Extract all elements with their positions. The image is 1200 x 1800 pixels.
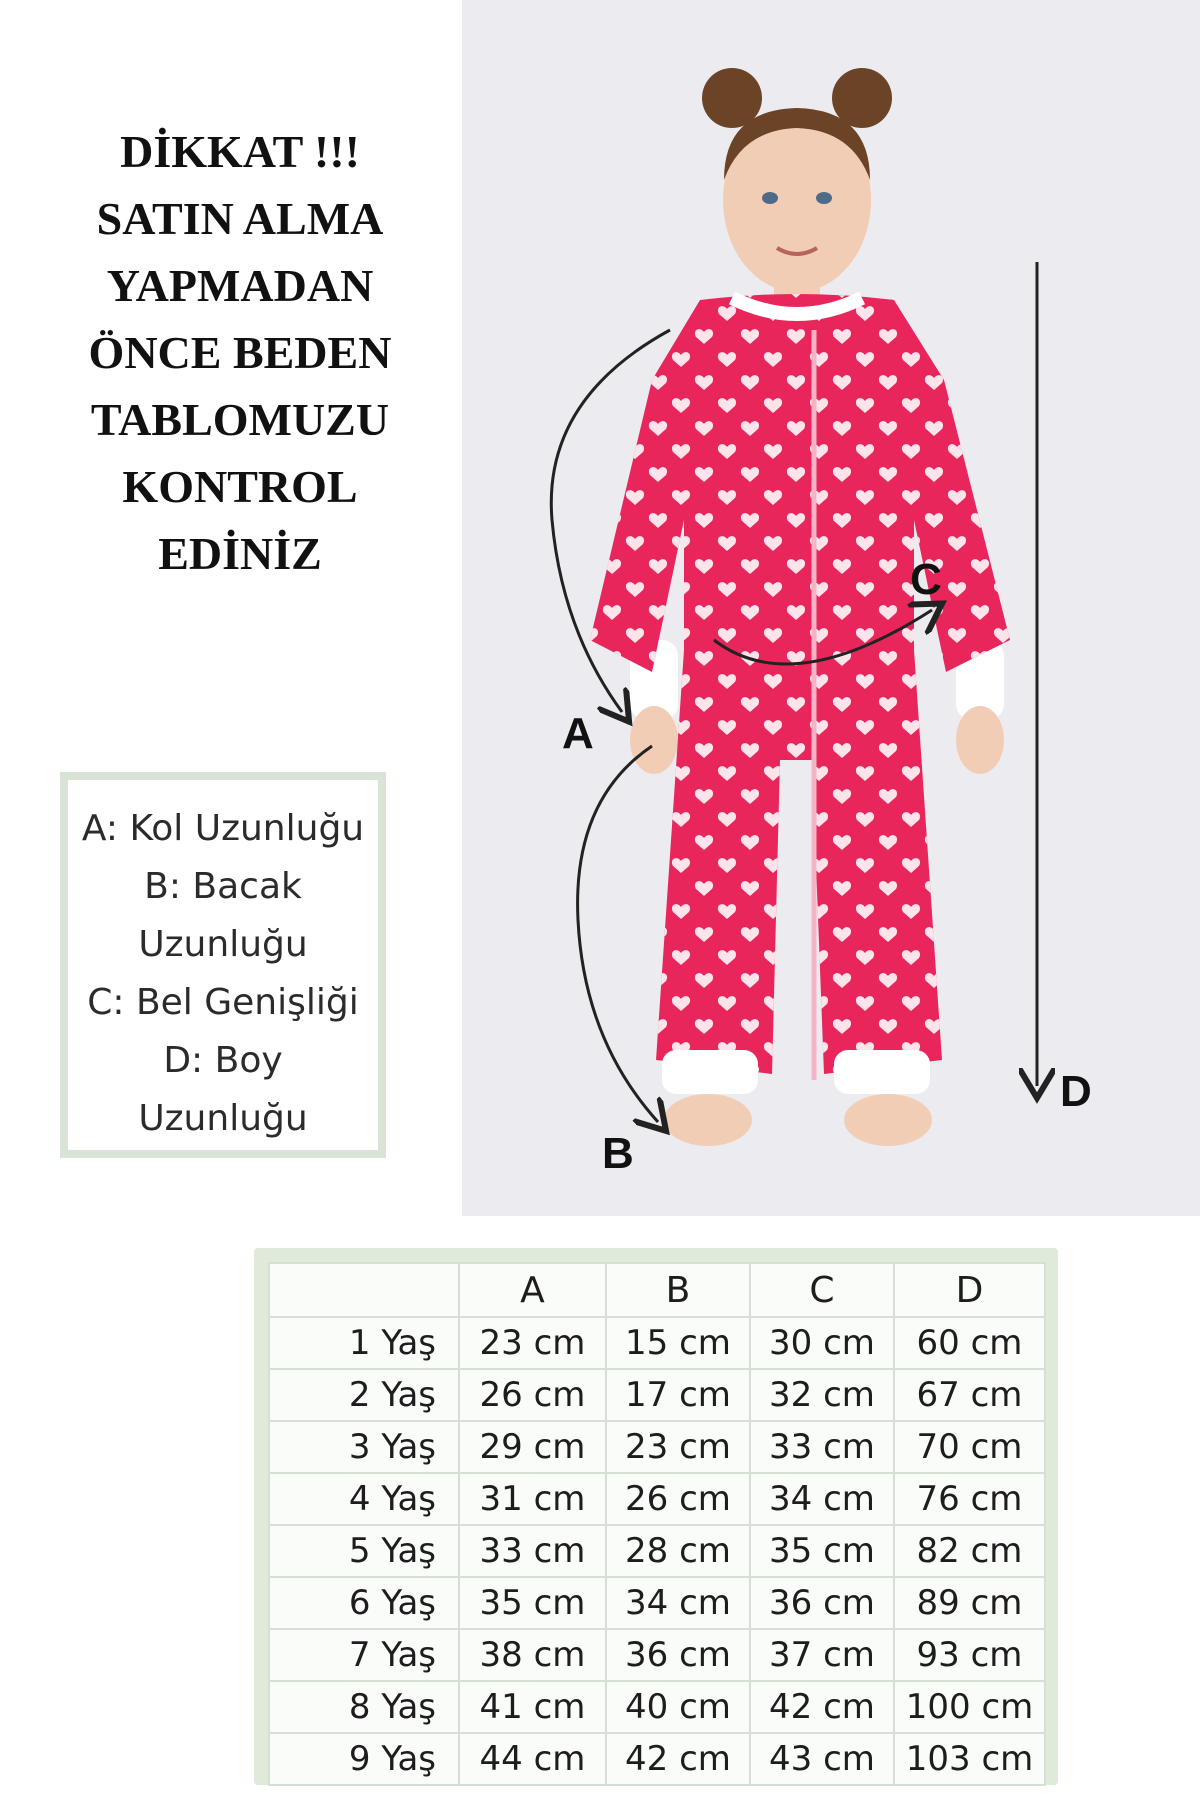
age-cell: 6 Yaş xyxy=(269,1577,459,1629)
table-row xyxy=(269,1733,1045,1785)
warning-line: EDİNİZ xyxy=(158,528,322,579)
measurement-cell: 26 cm xyxy=(606,1473,750,1525)
age-cell: 3 Yaş xyxy=(269,1421,459,1473)
legend-entry: Uzunluğu xyxy=(138,1098,308,1139)
marker-d: D xyxy=(1060,1067,1092,1116)
measurement-cell: 70 cm xyxy=(894,1421,1045,1473)
measurement-legend xyxy=(60,772,386,1158)
measurement-cell: 42 cm xyxy=(606,1733,750,1785)
ankle-cuff xyxy=(662,1050,758,1094)
child-figure xyxy=(590,68,1010,1146)
measurement-cell: 100 cm xyxy=(894,1681,1045,1733)
measurement-cell: 15 cm xyxy=(606,1317,750,1369)
measurement-cell: 23 cm xyxy=(606,1421,750,1473)
warning-line: DİKKAT !!! xyxy=(120,126,360,177)
foot xyxy=(844,1094,932,1146)
age-cell: 5 Yaş xyxy=(269,1525,459,1577)
product-illustration xyxy=(462,0,1200,1216)
legend-entry: C: Bel Genişliği xyxy=(87,982,359,1023)
table-row xyxy=(269,1369,1045,1421)
legend-entry: D: Boy xyxy=(163,1040,283,1081)
measurement-cell: 28 cm xyxy=(606,1525,750,1577)
table-row xyxy=(269,1421,1045,1473)
warning-heading xyxy=(30,118,450,587)
measurement-cell: 35 cm xyxy=(750,1525,894,1577)
measurement-cell: 67 cm xyxy=(894,1369,1045,1421)
measurement-cell: 93 cm xyxy=(894,1629,1045,1681)
measurement-cell: 33 cm xyxy=(750,1421,894,1473)
age-cell: 1 Yaş xyxy=(269,1317,459,1369)
warning-line: TABLOMUZU xyxy=(90,394,390,445)
measurement-cell: 23 cm xyxy=(459,1317,606,1369)
measurement-cell: 35 cm xyxy=(459,1577,606,1629)
measurement-cell: 82 cm xyxy=(894,1525,1045,1577)
measurement-cell: 32 cm xyxy=(750,1369,894,1421)
age-cell: 8 Yaş xyxy=(269,1681,459,1733)
measurement-cell: 38 cm xyxy=(459,1629,606,1681)
age-cell: 9 Yaş xyxy=(269,1733,459,1785)
measurement-cell: 30 cm xyxy=(750,1317,894,1369)
column-header: A xyxy=(459,1263,606,1317)
measurement-cell: 34 cm xyxy=(606,1577,750,1629)
table-row xyxy=(269,1525,1045,1577)
table-row xyxy=(269,1317,1045,1369)
table-row xyxy=(269,1473,1045,1525)
warning-line: SATIN ALMA xyxy=(96,193,384,244)
marker-a: A xyxy=(562,709,594,758)
table-row xyxy=(269,1681,1045,1733)
column-header: C xyxy=(750,1263,894,1317)
hand xyxy=(956,706,1004,774)
measurement-cell: 43 cm xyxy=(750,1733,894,1785)
measurement-cell: 17 cm xyxy=(606,1369,750,1421)
measurement-cell: 33 cm xyxy=(459,1525,606,1577)
age-cell: 2 Yaş xyxy=(269,1369,459,1421)
legend-entry: B: Bacak xyxy=(144,866,302,907)
warning-line: ÖNCE BEDEN xyxy=(88,327,392,378)
warning-line: YAPMADAN xyxy=(106,260,374,311)
size-table-frame xyxy=(254,1248,1058,1785)
age-cell: 4 Yaş xyxy=(269,1473,459,1525)
measurement-cell: 89 cm xyxy=(894,1577,1045,1629)
arrow-b xyxy=(578,746,658,1122)
eye xyxy=(816,192,832,204)
measurement-cell: 26 cm xyxy=(459,1369,606,1421)
column-header: D xyxy=(894,1263,1045,1317)
measurement-cell: 34 cm xyxy=(750,1473,894,1525)
foot xyxy=(664,1094,752,1146)
ankle-cuff xyxy=(834,1050,930,1094)
hand xyxy=(630,706,678,774)
measurement-cell: 42 cm xyxy=(750,1681,894,1733)
column-header xyxy=(269,1263,459,1317)
product-photo xyxy=(462,0,1200,1216)
measurement-cell: 60 cm xyxy=(894,1317,1045,1369)
marker-c: C xyxy=(910,555,942,604)
measurement-cell: 36 cm xyxy=(750,1577,894,1629)
measurement-cell: 76 cm xyxy=(894,1473,1045,1525)
warning-line: KONTROL xyxy=(122,461,358,512)
table-header-row xyxy=(269,1263,1045,1317)
measurement-cell: 41 cm xyxy=(459,1681,606,1733)
measurement-cell: 29 cm xyxy=(459,1421,606,1473)
measurement-cell: 36 cm xyxy=(606,1629,750,1681)
legend-entry: Uzunluğu xyxy=(138,924,308,965)
measurement-cell: 103 cm xyxy=(894,1733,1045,1785)
measurement-cell: 37 cm xyxy=(750,1629,894,1681)
measurement-cell: 31 cm xyxy=(459,1473,606,1525)
size-table xyxy=(268,1262,1046,1786)
marker-b: B xyxy=(602,1129,634,1178)
measurement-cell: 40 cm xyxy=(606,1681,750,1733)
table-row xyxy=(269,1629,1045,1681)
measurement-cell: 44 cm xyxy=(459,1733,606,1785)
age-cell: 7 Yaş xyxy=(269,1629,459,1681)
column-header: B xyxy=(606,1263,750,1317)
legend-entry: A: Kol Uzunluğu xyxy=(81,808,365,849)
eye xyxy=(762,192,778,204)
table-row xyxy=(269,1577,1045,1629)
